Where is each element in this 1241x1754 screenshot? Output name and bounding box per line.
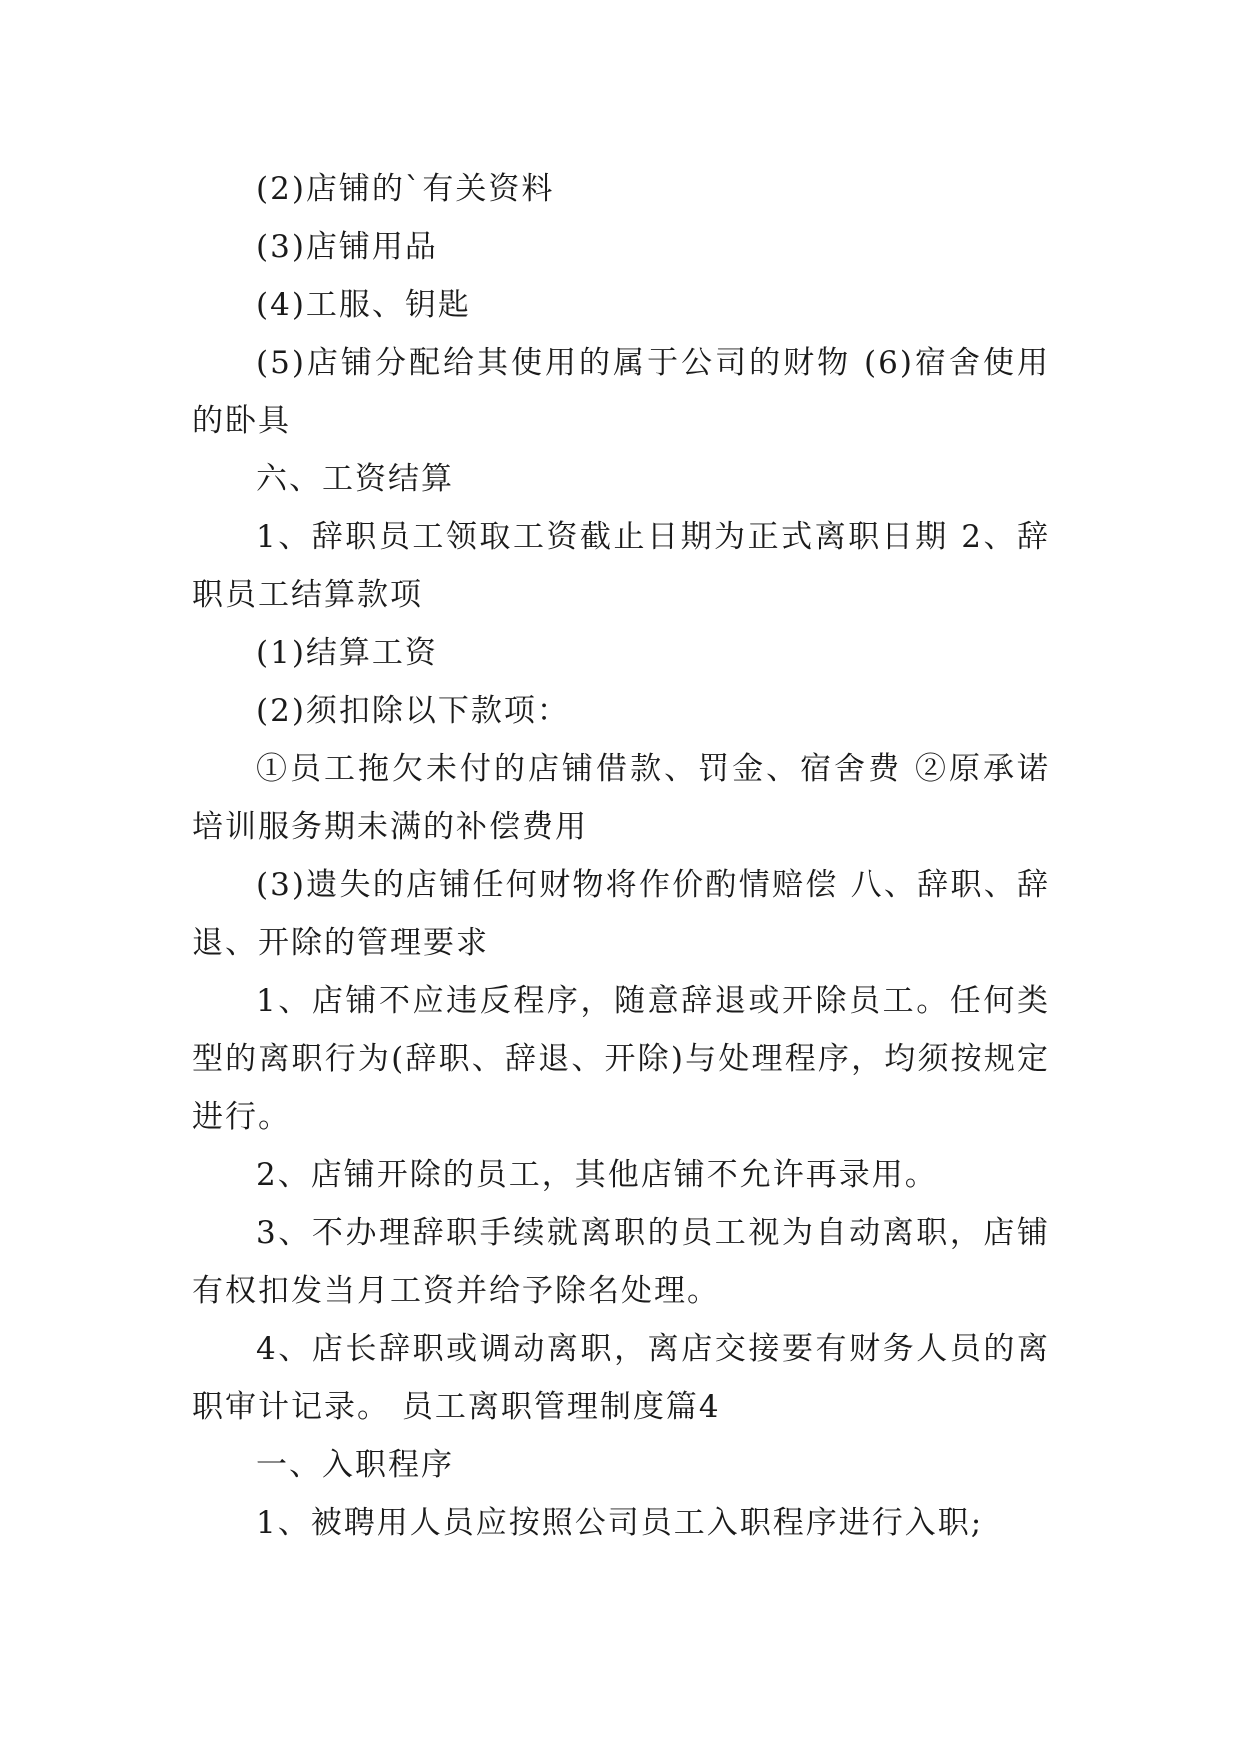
paragraph: 1、辞职员工领取工资截止日期为正式离职日期 2、辞职员工结算款项 [192,519,1050,613]
section-heading: 六、工资结算 [256,461,454,497]
paragraph: (5)店铺分配给其使用的属于公司的财物 (6)宿舍使用的卧具 [192,345,1050,439]
document-body [192,160,1050,1552]
paragraph: 1、被聘用人员应按照公司员工入职程序进行入职; [256,1505,984,1541]
paragraph: (2)须扣除以下款项： [256,693,570,729]
paragraph: (3)店铺用品 [256,229,438,265]
paragraph: 4、店长辞职或调动离职，离店交接要有财务人员的离职审计记录。 员工离职管理制度篇4 [192,1331,1050,1425]
paragraph: (4)工服、钥匙 [256,287,471,323]
paragraph: 1、店铺不应违反程序，随意辞退或开除员工。任何类型的离职行为(辞职、辞退、开除)与处理程序，均须按规定进行。 [192,983,1050,1135]
paragraph: (3)遗失的店铺任何财物将作价酌情赔偿 八、辞职、辞退、开除的管理要求 [192,867,1050,961]
paragraph: (2)店铺的`有关资料 [256,171,555,207]
paragraph: 2、店铺开除的员工，其他店铺不允许再录用。 [256,1157,938,1193]
section-heading: 一、入职程序 [256,1447,454,1483]
paragraph: 3、不办理辞职手续就离职的员工视为自动离职，店铺有权扣发当月工资并给予除名处理。 [192,1215,1050,1309]
paragraph: (1)结算工资 [256,635,438,671]
paragraph: ①员工拖欠未付的店铺借款、罚金、宿舍费 ②原承诺培训服务期未满的补偿费用 [192,751,1050,845]
